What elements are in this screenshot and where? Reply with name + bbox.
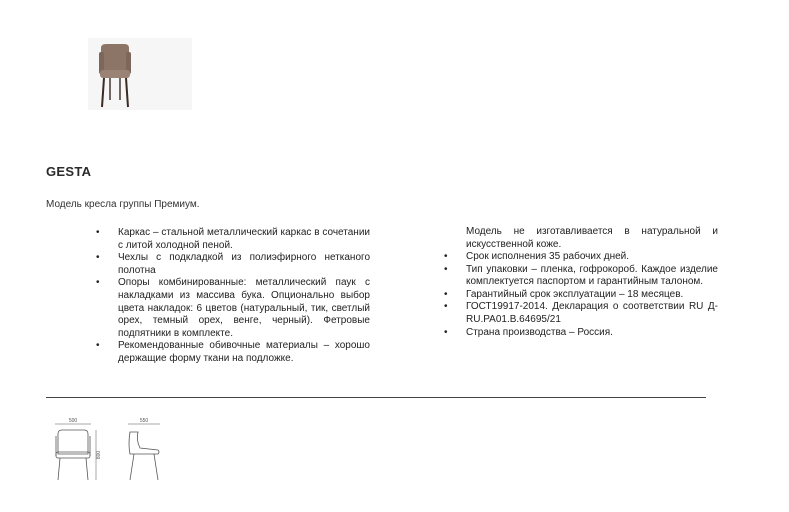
product-subtitle: Модель кресла группы Премиум. [46, 199, 200, 210]
list-item: • Тип упаковки – пленка, гофрокороб. Каждое изделие комплектуется паспортом и гарантийным талоном. [440, 264, 718, 289]
depth-label: 550 [139, 418, 149, 424]
divider [46, 397, 706, 398]
height-label: 800 [96, 450, 102, 460]
width-label: 500 [68, 418, 78, 424]
list-item: • Страна производства – Россия. [440, 327, 718, 340]
list-item: • Срок исполнения 35 рабочих дней. [440, 251, 718, 264]
side-view-drawing [128, 424, 160, 480]
product-photo [88, 38, 192, 110]
list-item: • Чехлы с подкладкой из полиэфирного нетканого полотна [92, 252, 370, 277]
front-view-drawing [55, 424, 96, 480]
list-item: • Рекомендованные обивочные материалы – хорошо держащие форму ткани на подложке. [92, 340, 370, 365]
dimension-drawings [44, 410, 174, 490]
features-left-list [92, 227, 370, 366]
list-item: • Каркас – стальной металлический каркас в сочетании с литой холодной пеной. [92, 227, 370, 252]
product-title: GESTA [46, 164, 92, 179]
list-item: • Гарантийный срок эксплуатации – 18 месяцев. [440, 289, 718, 302]
list-item: • ГОСТ19917-2014. Декларация о соответствии RU Д-RU.PA01.B.64695/21 [440, 301, 718, 326]
list-item: • Опоры комбинированные: металлический паук с накладками из массива бука. Опционально выбор цвета накладок: 6 цветов (натуральный, тик, светлый орех, темный орех, венге, черный). Фетровые подпятники в комплекте. [92, 277, 370, 340]
features-right-list [440, 251, 718, 339]
right-lead-text: Модель не изготавливается в натуральной и искусственной коже. [466, 226, 718, 250]
